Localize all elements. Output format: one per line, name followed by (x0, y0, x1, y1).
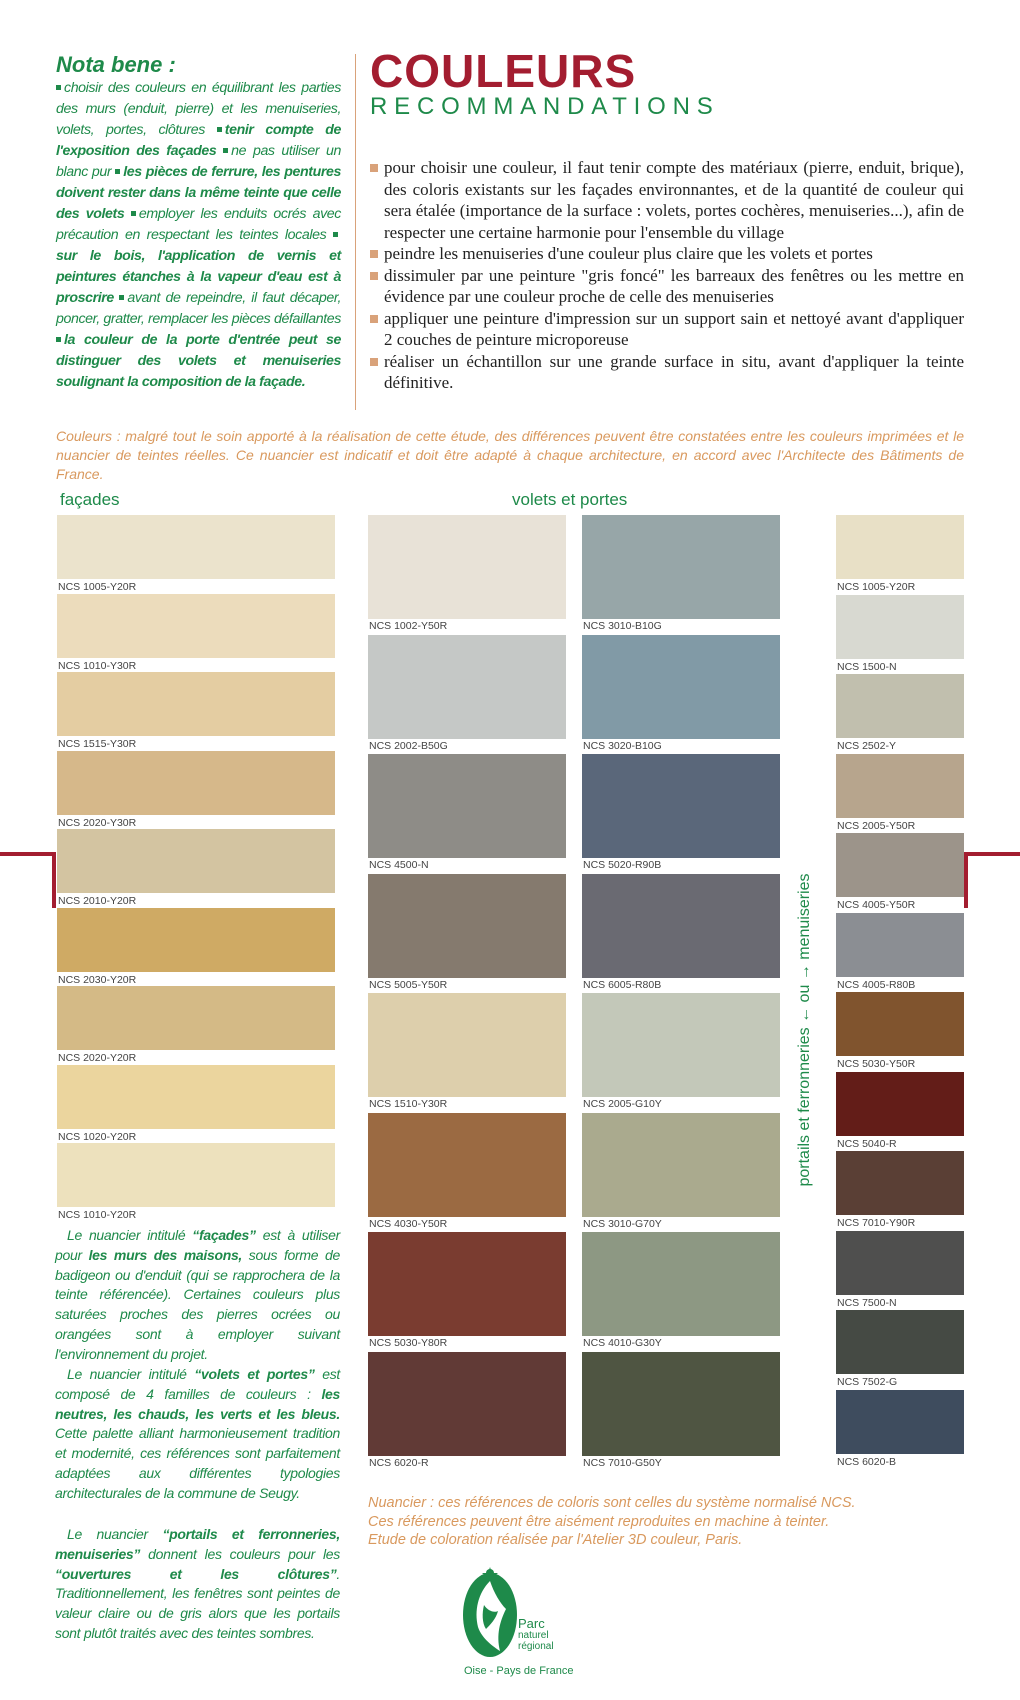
color-chip (368, 1232, 566, 1336)
nota-bene-title: Nota bene : (56, 52, 176, 77)
color-chip (368, 515, 566, 619)
red-marker-left (0, 852, 56, 856)
ncs-code-label: NCS 1002-Y50R (369, 620, 448, 632)
recommendations-list (370, 157, 964, 394)
bullet-icon (56, 337, 61, 342)
page-title: COULEURS (370, 45, 637, 97)
vertical-separator (355, 54, 356, 410)
ncs-code-label: NCS 7010-Y90R (837, 1217, 916, 1229)
recommendation-item: peindre les menuiseries d'une couleur plus claire que les volets et portes (370, 243, 964, 265)
color-swatch (582, 1352, 780, 1472)
bird-emblem-icon (460, 1565, 522, 1665)
desc-bold: les murs des maisons, (88, 1246, 243, 1263)
ncs-code-label: NCS 7502-G (837, 1376, 898, 1388)
color-swatch (57, 594, 335, 673)
color-chip (57, 986, 335, 1050)
color-chip (57, 672, 335, 736)
color-chip (582, 1352, 780, 1456)
color-chip (368, 754, 566, 858)
logo-line: régional (518, 1641, 554, 1652)
color-chip (57, 829, 335, 893)
color-chip (582, 635, 780, 739)
color-swatch (836, 1310, 964, 1390)
color-swatch (836, 1390, 964, 1470)
logo-caption: Oise - Pays de France (464, 1665, 574, 1677)
ncs-code-label: NCS 5020-R90B (583, 859, 662, 871)
ncs-code-label: NCS 2030-Y20R (58, 973, 137, 986)
color-swatch (836, 1151, 964, 1231)
color-swatch (57, 672, 335, 751)
color-swatch (368, 874, 566, 994)
ncs-code-label: NCS 1005-Y20R (58, 581, 137, 593)
color-chip (836, 595, 964, 659)
color-swatch (368, 1352, 566, 1472)
color-swatch (368, 1113, 566, 1233)
desc-text: sous forme de badigeon ou d'enduit (qui se rapprochera de la teinte référencée). Certaines couleurs plus saturées proches des pierres ocrées ou orangées sont à employer suivant l'environnement du projet. (55, 1246, 340, 1362)
color-swatch (582, 515, 780, 635)
color-chip (582, 515, 780, 619)
color-chip (582, 1232, 780, 1336)
color-chip (368, 874, 566, 978)
ncs-code-label: NCS 1500-N (837, 660, 897, 673)
color-chip (57, 1143, 335, 1207)
color-chip (57, 1065, 335, 1129)
ncs-code-label: NCS 5030-Y80R (369, 1337, 448, 1349)
color-swatch (368, 635, 566, 755)
ncs-code-label: NCS 2005-Y50R (837, 819, 916, 832)
color-chip (836, 1151, 964, 1215)
desc-text: Le nuancier (67, 1526, 163, 1542)
desc-bold: les neutres, les chauds, les verts et les bleus. (55, 1385, 340, 1422)
red-marker-right (964, 852, 1020, 856)
color-swatch (582, 874, 780, 994)
desc-text: . Traditionnellement, les fenêtres sont peintes de valeur claire ou de gris alors que les portails sont plutôt traités avec des teintes sombres. (55, 1565, 340, 1641)
desc-bold: “façades” (192, 1227, 256, 1243)
nota-b1: tenir compte de l'exposition des façades (56, 122, 342, 159)
color-swatch (57, 515, 335, 594)
ncs-code-label: NCS 1010-Y20R (58, 1209, 137, 1221)
color-swatch (836, 992, 964, 1072)
color-swatch (368, 515, 566, 635)
ncs-code-label: NCS 6020-B (837, 1455, 896, 1468)
color-swatch (582, 993, 780, 1113)
nota-p3: employer les enduits ocrés avec précaution en respectant les teintes locales (56, 206, 341, 243)
color-swatch (57, 986, 335, 1065)
nota-b3: sur le bois, l'application de vernis et peintures étanches à la vapeur d'eau est à proscrire (56, 248, 341, 306)
color-chip (582, 754, 780, 858)
desc-bold: “ouvertures et les clôtures” (55, 1565, 337, 1582)
ncs-code-label: NCS 1020-Y20R (58, 1130, 137, 1143)
ncs-code-label: NCS 2005-G10Y (583, 1098, 662, 1110)
color-swatch (57, 1065, 335, 1144)
color-chip (368, 635, 566, 739)
desc-text: Le nuancier intitulé (67, 1366, 195, 1382)
color-chip (57, 908, 335, 972)
ncs-code-label: NCS 2002-B50G (369, 739, 448, 752)
ncs-code-label: NCS 3010-B10G (583, 620, 662, 632)
menuiseries-vertical-label (790, 790, 820, 1270)
bullet-icon (56, 85, 61, 90)
red-marker-right-vertical (964, 852, 968, 908)
nota-p4: avant de repeindre, il faut décaper, poncer, gratter, remplacer les pièces défaillantes (56, 290, 341, 327)
color-swatch (57, 908, 335, 987)
color-swatch (836, 515, 964, 595)
bullet-icon (333, 232, 338, 237)
color-chip (582, 993, 780, 1097)
ncs-code-label: NCS 1010-Y30R (58, 659, 137, 672)
color-chip (368, 1352, 566, 1456)
desc-bold: “portails et ferronneries, menuiseries” (55, 1526, 340, 1562)
color-chip (836, 515, 964, 579)
color-chip (836, 833, 964, 897)
bullet-icon (217, 127, 222, 132)
color-chip (582, 1113, 780, 1217)
red-marker-left-vertical (52, 852, 56, 908)
desc-text: est à utiliser pour (55, 1227, 340, 1263)
color-chip (836, 992, 964, 1056)
color-chip (836, 1231, 964, 1295)
desc-text: donnent les couleurs pour les (140, 1545, 340, 1562)
ncs-code-label: NCS 2020-Y20R (58, 1052, 137, 1064)
logo-text (518, 1617, 554, 1652)
color-chip (57, 515, 335, 579)
bullet-icon (119, 295, 124, 300)
color-swatch (836, 833, 964, 913)
ncs-code-label: NCS 6020-R (369, 1456, 429, 1469)
nuancier-note-line: Ces références peuvent être aisément reproduites en machine à teinter. (368, 1513, 830, 1530)
ncs-code-label: NCS 1515-Y30R (58, 738, 137, 750)
ncs-code-label: NCS 4010-G30Y (583, 1337, 662, 1349)
color-swatch (582, 635, 780, 755)
color-chip (836, 754, 964, 818)
ncs-code-label: NCS 4005-R80B (837, 978, 916, 991)
color-swatch (836, 913, 964, 993)
color-chip (836, 1072, 964, 1136)
ncs-code-label: NCS 2020-Y30R (58, 816, 137, 829)
nota-b4: la couleur de la porte d'entrée peut se distinguer des volets et menuiseries soulignant la composition de la façade. (56, 332, 341, 390)
ncs-code-label: NCS 1005-Y20R (837, 581, 916, 593)
ncs-code-label: NCS 4005-Y50R (837, 899, 916, 911)
nota-b2: les pièces de ferrure, les pentures doivent rester dans la même teinte que celle des volets (56, 164, 341, 222)
color-swatch (582, 1232, 780, 1352)
color-swatch (368, 1232, 566, 1352)
ncs-code-label: NCS 5040-R (837, 1137, 897, 1150)
ncs-code-label: NCS 2010-Y20R (58, 895, 137, 907)
color-swatch (836, 595, 964, 675)
color-swatch (368, 993, 566, 1113)
volets-description (55, 1365, 340, 1504)
color-swatch (368, 754, 566, 874)
color-chip (836, 1390, 964, 1454)
ncs-code-label: NCS 7010-G50Y (583, 1456, 662, 1469)
bullet-icon (131, 211, 136, 216)
ncs-code-label: NCS 3020-B10G (583, 739, 662, 752)
nota-p2: ne pas utiliser un blanc pur (56, 143, 342, 180)
facades-heading: façades (60, 490, 120, 509)
portails-description (55, 1525, 340, 1644)
color-swatch (57, 751, 335, 830)
logo-line: naturel (518, 1630, 549, 1641)
color-swatch (836, 1231, 964, 1311)
color-chip (836, 674, 964, 738)
recommendation-item: pour choisir une couleur, il faut tenir compte des matériaux (pierre, enduit, brique), des coloris existants sur les façades environnantes, et de la quantité de couleur qui sera étalée (importance de la surface : volets, portes cochères, menuiseries...), afin de respecter une certaine harmonie pour l'ensemble du village (370, 157, 964, 243)
color-swatch (582, 1113, 780, 1233)
recommendation-item: dissimuler par une peinture "gris foncé" les barreaux des fenêtres ou les mettre en évidence par une couleur proche de celle des menuiseries (370, 265, 964, 308)
ncs-code-label: NCS 5030-Y50R (837, 1058, 916, 1070)
recommendation-item: réaliser un échantillon sur une grande surface in situ, avant d'appliquer la teinte définitive. (370, 351, 964, 394)
ncs-code-label: NCS 2502-Y (837, 740, 896, 752)
ncs-code-label: NCS 5005-Y50R (369, 978, 448, 991)
color-chip (368, 1113, 566, 1217)
logo-line: Parc (518, 1616, 545, 1631)
color-swatch (836, 674, 964, 754)
ncs-code-label: NCS 4500-N (369, 859, 429, 871)
color-swatch (57, 1143, 335, 1222)
facades-description (55, 1226, 340, 1365)
disclaimer-text: Couleurs : malgré tout le soin apporté à la réalisation de cette étude, des différences peuvent être constatées entre les couleurs imprimées et le nuancier de teintes réelles. Ce nuancier est indicatif et doit être adapté à chaque architecture, en accord avec l'Architecte des Bâtiments de France. (56, 428, 964, 482)
color-swatch (582, 754, 780, 874)
ncs-code-label: NCS 1510-Y30R (369, 1098, 448, 1110)
parc-logo (460, 1565, 574, 1680)
ncs-code-label: NCS 6005-R80B (583, 978, 662, 991)
page-subtitle: RECOMMANDATIONS (370, 93, 720, 120)
desc-text: Le nuancier intitulé (67, 1227, 193, 1243)
volets-heading: volets et portes (512, 490, 628, 509)
nuancier-note-line: Nuancier : ces références de coloris sont celles du système normalisé NCS. (368, 1495, 856, 1511)
color-chip (57, 594, 335, 658)
color-chip (836, 1310, 964, 1374)
bullet-icon (115, 169, 120, 174)
nuancier-note (368, 1494, 928, 1550)
desc-text: Cette palette alliant harmonieusement tradition et modernité, ces références sont parfaitement adaptées aux différentes typologies architecturales de la commune de Seugy. (55, 1425, 340, 1501)
color-swatch (836, 754, 964, 834)
desc-bold: “volets et portes” (194, 1366, 315, 1382)
color-chip (582, 874, 780, 978)
recommendation-item: appliquer une peinture d'impression sur un support sain et nettoyé avant d'appliquer 2 couches de peinture microporeuse (370, 308, 964, 351)
color-swatch (836, 1072, 964, 1152)
color-chip (368, 993, 566, 1097)
color-swatch (57, 829, 335, 908)
ncs-code-label: NCS 7500-N (837, 1296, 897, 1309)
nuancier-note-line: Etude de coloration réalisée par l'Atelier 3D couleur, Paris. (368, 1532, 743, 1548)
color-chip (57, 751, 335, 815)
ncs-code-label: NCS 4030-Y50R (369, 1217, 448, 1230)
color-chip (836, 913, 964, 977)
ncs-code-label: NCS 3010-G70Y (583, 1217, 662, 1230)
nota-p1: choisir des couleurs en équilibrant les parties des murs (enduit, pierre) et les menuiseries, volets, portes, clôtures (56, 80, 341, 138)
bullet-icon (223, 148, 228, 153)
menuiseries-vertical-text: portails et ferronneries ← ou → menuiseries (796, 873, 813, 1187)
desc-text: est composé de 4 familles de couleurs : (55, 1366, 340, 1402)
nota-bene-text (56, 78, 341, 393)
